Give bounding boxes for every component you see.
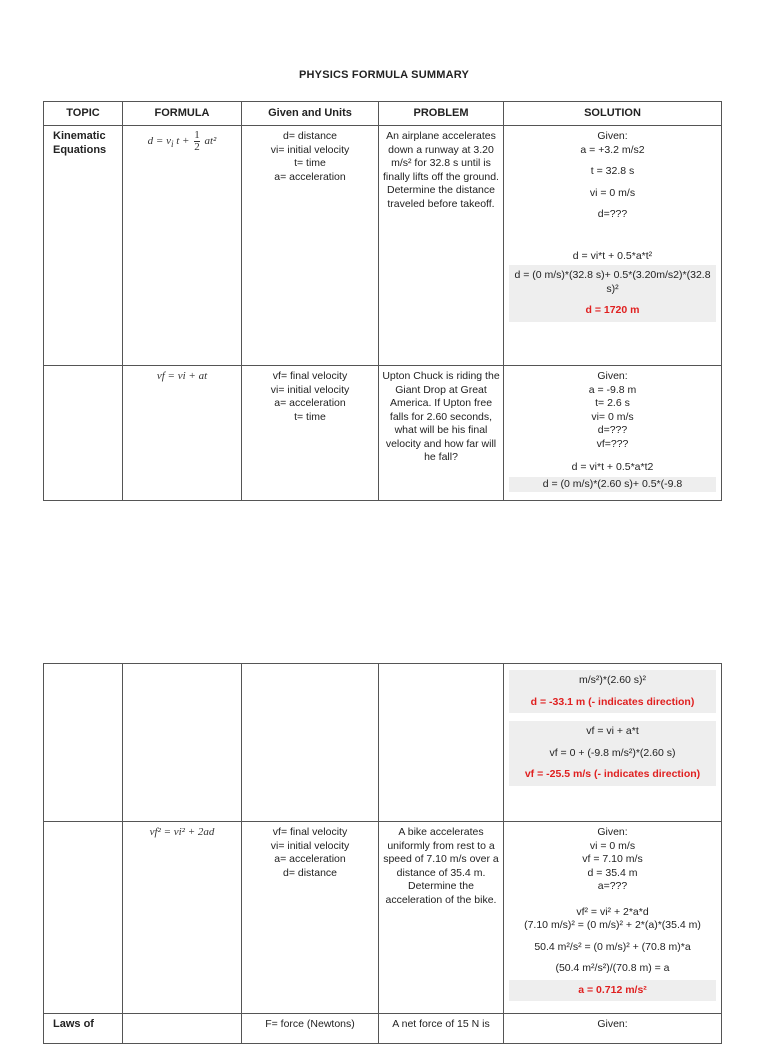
problem-cell: Upton Chuck is riding the Giant Drop at Great America. If Upton free falls for 2.60 seconds, what will be his final velocity and how far will he fall? xyxy=(379,366,504,501)
topic-cell: Laws of xyxy=(44,1014,123,1044)
given-line: t= time xyxy=(294,157,326,169)
solution-highlight-box xyxy=(509,670,716,713)
given-cell xyxy=(242,366,379,501)
topic-cell: Kinematic Equations xyxy=(44,126,123,366)
header-topic: TOPIC xyxy=(44,102,123,126)
solution-equation: d = vi*t + 0.5*a*t² xyxy=(572,249,653,262)
solution-equation: d = vi*t + 0.5*a*t2 xyxy=(571,461,654,473)
solution-equation: (50.4 m²/s²)/(70.8 m) = a xyxy=(555,962,670,974)
solution-equation: 50.4 m²/s² = (0 m/s)² + (70.8 m)*a xyxy=(534,940,691,953)
page-title: PHYSICS FORMULA SUMMARY xyxy=(298,69,469,81)
formula-table-page1 xyxy=(43,101,722,501)
header-given: Given and Units xyxy=(242,102,379,126)
problem-cell xyxy=(379,664,504,822)
given-line: vf= final velocity xyxy=(272,826,348,838)
given-cell xyxy=(242,822,379,1014)
table-header-row xyxy=(44,102,722,126)
solution-substitution: d = (0 m/s)*(32.8 s)+ 0.5*(3.20m/s2)*(32.8 s)² xyxy=(514,269,711,295)
table-row xyxy=(44,126,722,366)
problem-cell: A bike accelerates uniformly from rest to a speed of 7.10 m/s over a distance of 35.4 m. Determine the acceleration of the bike. xyxy=(379,822,504,1014)
solution-highlight-box xyxy=(509,980,716,1002)
solution-cell xyxy=(504,366,722,501)
solution-line: a = -9.8 m xyxy=(588,383,637,396)
formula-fraction: $\frac{1}{2}$ xyxy=(194,129,200,153)
header-solution: SOLUTION xyxy=(504,102,722,126)
formula-cell: $d = v_i$ t + $\frac{1}{2}$ at² xyxy=(123,126,242,366)
solution-line: t= 2.6 s xyxy=(595,397,630,409)
given-cell: F= force (Newtons) xyxy=(242,1014,379,1044)
formula-mid: t + xyxy=(176,135,193,148)
solution-line: a = +3.2 m/s2 xyxy=(580,143,645,156)
solution-line: d=??? xyxy=(597,424,628,436)
solution-line: d = 35.4 m xyxy=(587,866,638,879)
header-formula: FORMULA xyxy=(123,102,242,126)
solution-cell: Given: xyxy=(504,1014,722,1044)
given-line: a= acceleration xyxy=(274,170,346,183)
solution-line: Given: xyxy=(597,826,628,838)
given-line: vi= initial velocity xyxy=(270,143,350,156)
given-line: vi= initial velocity xyxy=(270,839,350,852)
solution-equation: (7.10 m/s)² = (0 m/s)² + 2*(a)*(35.4 m) xyxy=(524,919,701,931)
formula-table-page2 xyxy=(43,663,722,1044)
table-row xyxy=(44,1014,722,1044)
solution-answer: a = 0.712 m/s² xyxy=(578,983,647,996)
solution-answer: d = -33.1 m (- indicates direction) xyxy=(530,695,695,708)
solution-substitution: vf = 0 + (-9.8 m/s²)*(2.60 s) xyxy=(549,746,676,759)
solution-substitution: m/s²)*(2.60 s)² xyxy=(578,674,647,686)
given-line: vf= final velocity xyxy=(272,370,348,382)
table-row xyxy=(44,664,722,822)
problem-cell: A net force of 15 N is xyxy=(379,1014,504,1044)
solution-line: t = 32.8 s xyxy=(590,165,635,177)
given-line: vi= initial velocity xyxy=(270,383,350,396)
solution-equation: vf² = vi² + 2*a*d xyxy=(576,905,649,918)
topic-cell xyxy=(44,822,123,1014)
given-line: d= distance xyxy=(283,866,337,879)
solution-highlight-box xyxy=(509,721,716,786)
given-cell xyxy=(242,664,379,822)
formula-lhs: d = v xyxy=(147,135,171,148)
topic-cell xyxy=(44,366,123,501)
solution-line: Given: xyxy=(597,130,628,142)
solution-equation: vf = vi + a*t xyxy=(586,725,639,737)
solution-cell xyxy=(504,664,722,822)
formula-cell: vf² = vi² + 2ad xyxy=(123,822,242,1014)
solution-line: a=??? xyxy=(597,880,628,892)
given-cell xyxy=(242,126,379,366)
formula-cell: vf = vi + at xyxy=(123,366,242,501)
solution-line: vi = 0 m/s xyxy=(589,186,636,199)
solution-line: Given: xyxy=(597,370,628,382)
formula-rhs: at² xyxy=(204,135,217,148)
solution-highlight-box xyxy=(509,265,716,322)
formula-cell xyxy=(123,1014,242,1044)
solution-line: vf = 7.10 m/s xyxy=(582,853,643,865)
solution-substitution: d = (0 m/s)*(2.60 s)+ 0.5*(-9.8 xyxy=(542,477,683,490)
table-row xyxy=(44,366,722,501)
problem-cell: An airplane accelerates down a runway at 3.20 m/s² for 32.8 s until is finally lifts off the ground. Determine the distance traveled before takeoff. xyxy=(379,126,504,366)
solution-line: d=??? xyxy=(597,208,628,220)
solution-answer: d = 1720 m xyxy=(585,304,640,316)
solution-line: vf=??? xyxy=(596,437,629,450)
given-line: a= acceleration xyxy=(274,397,346,409)
given-line: t= time xyxy=(294,410,326,423)
solution-highlight-box xyxy=(509,477,716,493)
topic-cell xyxy=(44,664,123,822)
table-row xyxy=(44,822,722,1014)
solution-line: vi= 0 m/s xyxy=(591,410,634,423)
solution-cell xyxy=(504,822,722,1014)
solution-line: vi = 0 m/s xyxy=(589,839,636,852)
formula-cell xyxy=(123,664,242,822)
solution-answer: vf = -25.5 m/s (- indicates direction) xyxy=(524,768,701,780)
given-line: d= distance xyxy=(283,130,337,142)
header-problem: PROBLEM xyxy=(379,102,504,126)
solution-cell xyxy=(504,126,722,366)
given-line: a= acceleration xyxy=(274,853,346,865)
